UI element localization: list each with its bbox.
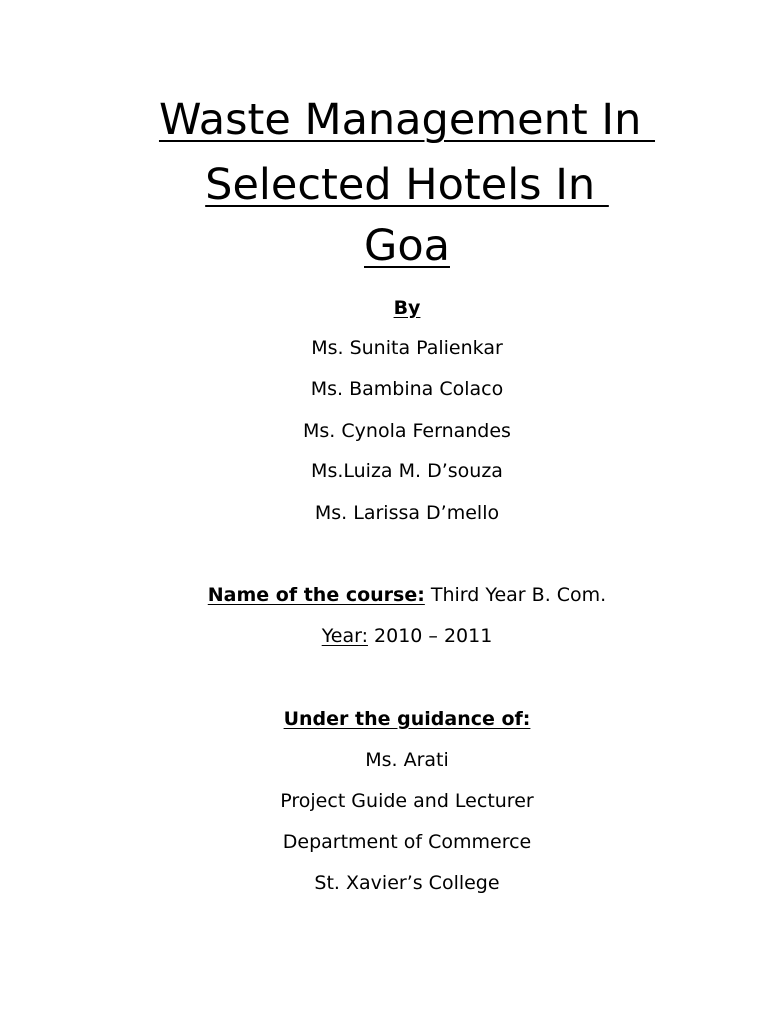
author-name: Ms. Bambina Colaco	[310, 378, 504, 400]
author-name: Ms. Sunita Palienkar	[311, 337, 503, 359]
guidance-heading: Under the guidance of:	[283, 708, 531, 730]
year-value: 2010 – 2011	[367, 625, 493, 647]
guidance-line: Project Guide and Lecturer	[280, 790, 534, 812]
author-name: Ms. Cynola Fernandes	[303, 420, 511, 442]
by-heading: By	[393, 297, 421, 319]
year-label: Year:	[321, 625, 368, 647]
author-name: Ms.Luiza M. D’souza	[311, 460, 503, 482]
author-name: Ms. Larissa D’mello	[314, 502, 500, 524]
course-value: Third Year B. Com.	[424, 584, 607, 606]
title-line-2: Selected Hotels In	[205, 160, 609, 210]
course-line	[0, 583, 768, 607]
guidance-line: Department of Commerce	[282, 831, 532, 853]
title-line-1: Waste Management In	[158, 95, 656, 145]
course-label: Name of the course:	[207, 584, 425, 606]
title-line-3: Goa	[364, 221, 450, 271]
year-line	[0, 624, 768, 648]
guidance-line: St. Xavier’s College	[314, 872, 500, 894]
guidance-line: Ms. Arati	[365, 749, 449, 771]
